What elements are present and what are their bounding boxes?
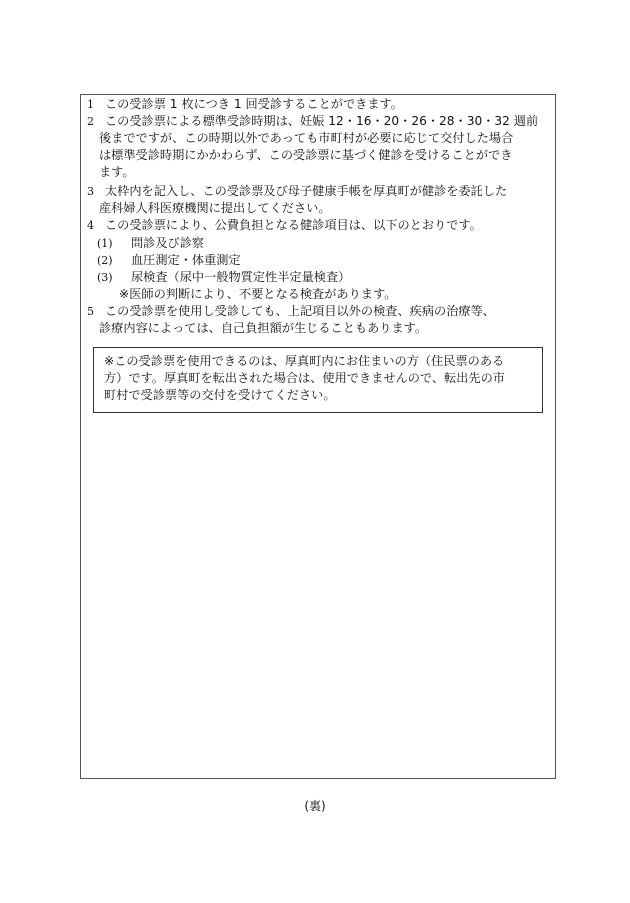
item-5-line-1: この受診票を使用し受診しても、上記項目以外の検査、疾病の治療等、 [105, 304, 495, 318]
subitem-1-text: 問診及び診察 [131, 236, 205, 250]
item-1-text: この受診票 1 枚につき 1 回受診することができます。 [105, 97, 403, 111]
item-2-number: 2 [87, 115, 94, 128]
subitem-3-text: 尿検査（尿中一般物質定性半定量検査） [131, 270, 351, 284]
subitem-3-number: (3) [97, 271, 113, 284]
item-4-number: 4 [87, 219, 94, 232]
item-3-line-2: 産科婦人科医療機関に提出してください。 [99, 201, 331, 215]
item-2-line-3: は標準受診時期にかかわらず、この受診票に基づく健診を受けることができ [99, 148, 513, 162]
item-1-number: 1 [87, 98, 94, 111]
residency-notice-box [93, 347, 543, 413]
item-2-line-4: ます。 [99, 165, 135, 179]
notice-line-2: 方）です。厚真町を転出された場合は、使用できませんので、転出先の市 [104, 371, 505, 385]
subitem-2-text: 血圧測定・体重測定 [131, 253, 241, 267]
item-5-number: 5 [87, 305, 94, 318]
item-5-line-2: 診療内容によっては、自己負担額が生じることもあります。 [99, 321, 428, 335]
page-side-label: (裏) [304, 799, 326, 813]
item-4-text: この受診票により、公費負担となる健診項目は、以下のとおりです。 [105, 218, 482, 232]
item-3-line-1: 太枠内を記入し、この受診票及び母子健康手帳を厚真町が健診を委託した [105, 184, 508, 198]
doctor-judgment-note: ※医師の判断により、不要となる検査があります。 [119, 287, 397, 301]
item-2-line-1: この受診票による標準受診時期は、妊娠 12・16・20・26・28・30・32 週前 [105, 114, 539, 128]
item-2-line-2: 後までですが、この時期以外であっても市町村が必要に応じて交付した場合 [99, 131, 514, 145]
item-3-number: 3 [87, 185, 94, 198]
subitem-2-number: (2) [97, 254, 113, 267]
notice-line-3: 町村で受診票等の交付を受けてください。 [104, 388, 336, 402]
instructions-frame [80, 94, 556, 779]
subitem-1-number: (1) [97, 237, 113, 250]
notice-line-1: ※この受診票を使用できるのは、厚真町内にお住まいの方（住民票のある [104, 354, 505, 368]
